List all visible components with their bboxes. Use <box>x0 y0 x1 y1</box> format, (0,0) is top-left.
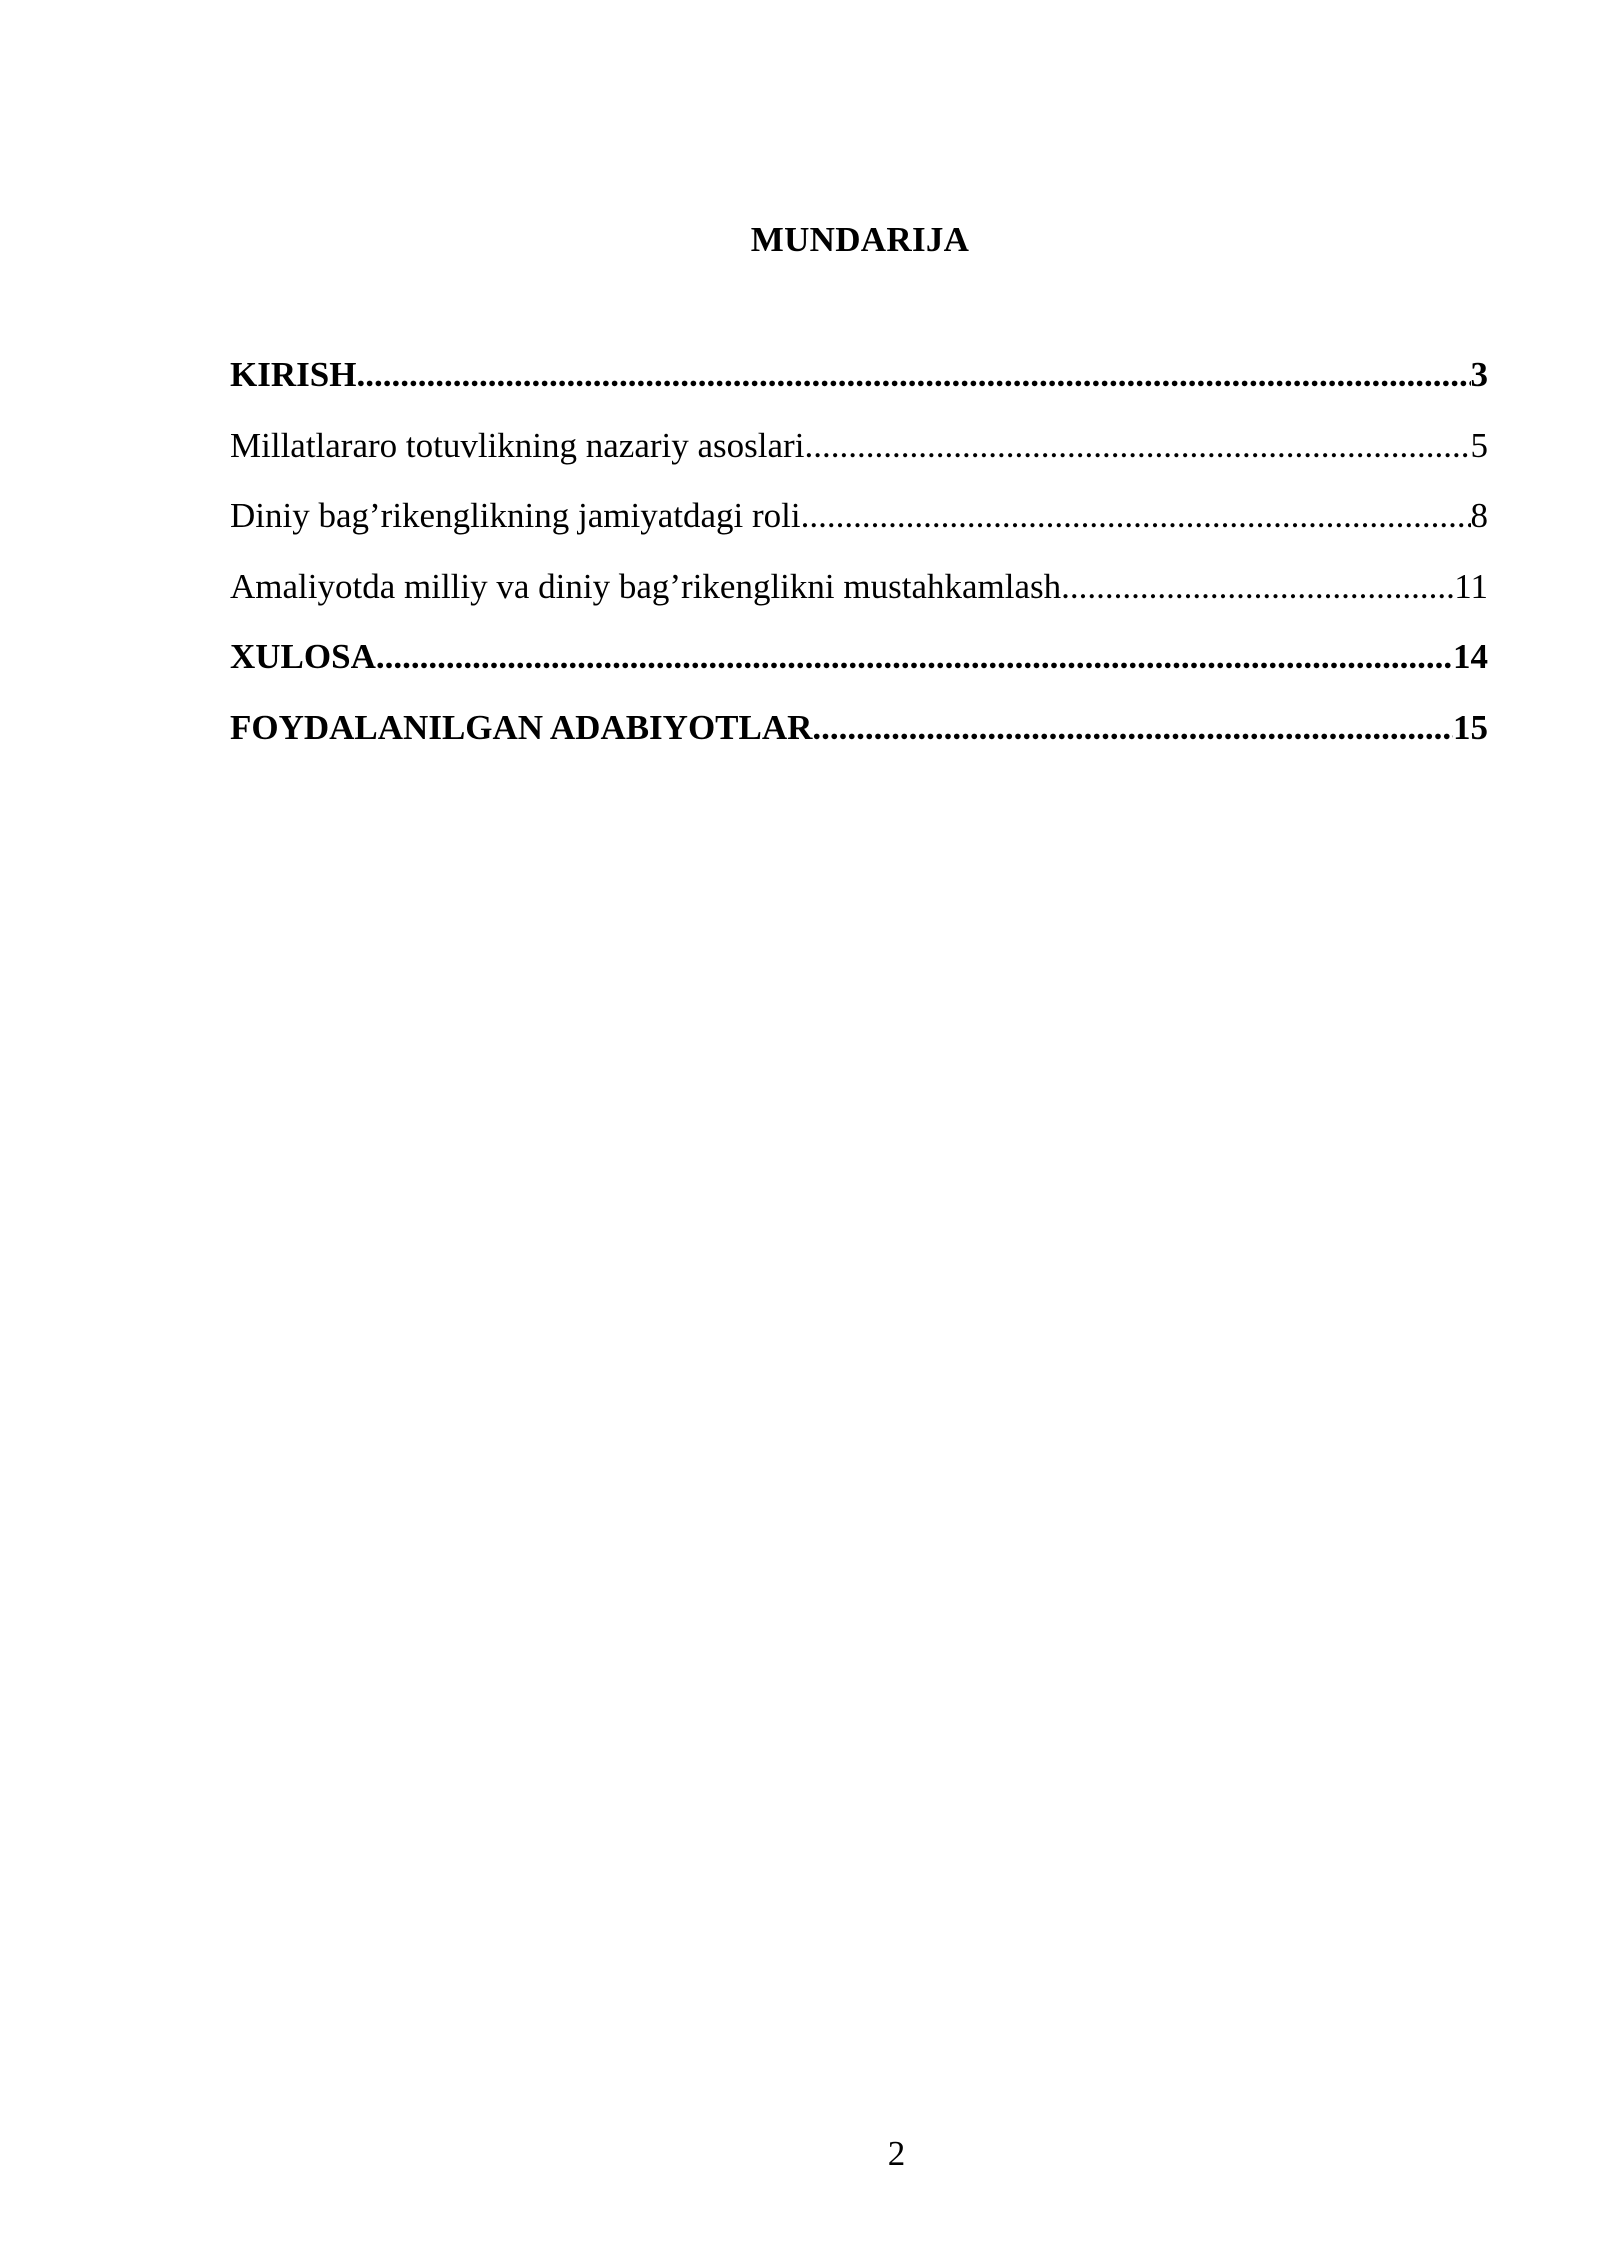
toc-entry-text: KIRISH <box>230 355 357 394</box>
toc-entry-text: XULOSA <box>230 637 376 676</box>
toc-leader-dots <box>804 423 1470 469</box>
toc-entry-text: Millatlararo totuvlikning nazariy asoslari <box>230 425 805 465</box>
toc-entry-nazariy-asoslari[interactable] <box>230 423 1488 494</box>
toc-entry-page: 14 <box>1453 637 1488 676</box>
toc-leader-dots <box>801 493 1471 539</box>
toc-leader-dots <box>356 352 1470 398</box>
toc-entry-text: Diniy bag’rikenglikning jamiyatdagi roli <box>230 496 801 535</box>
toc-leader-dots <box>812 705 1453 751</box>
page-number: 2 <box>887 2134 906 2173</box>
toc-entry-page: 5 <box>1470 425 1488 465</box>
toc-entry-kirish[interactable] <box>230 352 1488 423</box>
toc-leader-dots <box>376 634 1453 680</box>
toc-entry-xulosa[interactable] <box>230 634 1488 705</box>
toc-leader-dots <box>1061 564 1454 610</box>
toc-entry-mustahkamlash[interactable] <box>230 564 1488 635</box>
toc-entry-text: Amaliyotda milliy va diniy bag’rikenglikni mustahkamlash <box>230 566 1062 606</box>
table-of-contents <box>230 352 1488 775</box>
toc-entry-page: 3 <box>1470 355 1488 394</box>
toc-title: MUNDARIJA <box>750 220 970 259</box>
toc-entry-page: 8 <box>1470 496 1488 535</box>
toc-entry-jamiyatdagi-roli[interactable] <box>230 493 1488 564</box>
toc-entry-adabiyotlar[interactable] <box>230 705 1488 776</box>
toc-entry-page: 15 <box>1453 707 1488 747</box>
toc-entry-text: FOYDALANILGAN ADABIYOTLAR <box>230 707 813 747</box>
toc-entry-page: 11 <box>1454 566 1488 606</box>
